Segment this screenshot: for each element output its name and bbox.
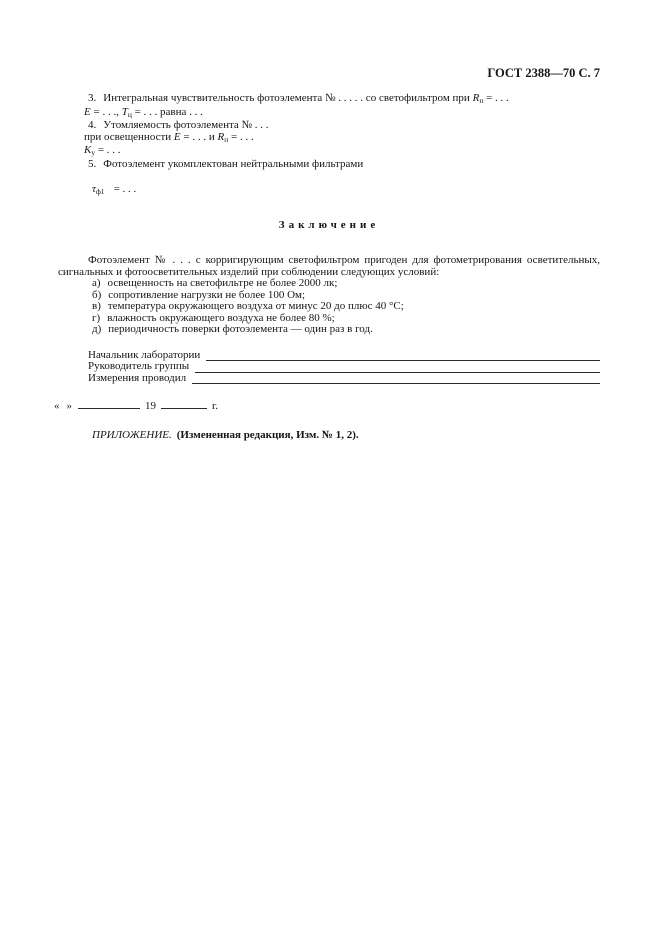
variable-tau: τ	[92, 183, 96, 195]
signature-row	[58, 373, 600, 385]
list-marker: б)	[92, 288, 102, 301]
variable-R: R	[472, 92, 480, 104]
equation-dots: = . . .	[228, 130, 254, 143]
variable-tau-subscript: ф1	[95, 187, 105, 196]
signature-blank-line	[192, 374, 600, 384]
signature-blank-line	[195, 363, 600, 373]
conclusion-heading: Заключение	[278, 218, 380, 231]
equation-dots: = . . .,	[90, 105, 122, 118]
equation-dots: = . . . и	[180, 130, 218, 143]
signature-block	[58, 350, 600, 385]
date-blank-day-month	[78, 399, 140, 409]
year-prefix: 19	[145, 400, 156, 412]
equation-dots: = . . . равна . . .	[131, 105, 203, 118]
list-marker: а)	[92, 277, 101, 289]
item-text: Утомляемость фотоэлемента № . . .	[103, 119, 269, 131]
protocol-line-tau	[58, 184, 600, 198]
equation-dots: = . . .	[95, 144, 121, 156]
list-item-text: влажность окружающего воздуха не более 80 %;	[107, 311, 335, 324]
protocol-line-illumination	[58, 132, 600, 146]
variable-E: E	[173, 130, 181, 143]
page-header: ГОСТ 2388—70 С. 7	[487, 66, 600, 80]
list-marker: д)	[92, 323, 102, 335]
appendix-title: ПРИЛОЖЕНИЕ.	[92, 428, 172, 441]
equation-dots: = . . .	[113, 183, 137, 195]
variable-T-subscript: ц	[127, 109, 132, 119]
list-item-text: освещенность на светофильтре не более 2000 лк;	[107, 277, 338, 289]
variable-R-subscript: п	[479, 96, 484, 105]
variable-R-subscript: п	[224, 134, 229, 144]
list-item-text: сопротивление нагрузки не более 100 Ом;	[108, 288, 306, 301]
protocol-line-e	[58, 107, 600, 121]
signature-row	[58, 361, 600, 373]
protocol-line-k	[58, 145, 600, 159]
signature-label: Начальник лаборатории	[88, 348, 201, 361]
year-suffix: г.	[212, 400, 219, 412]
protocol-item-3	[58, 93, 600, 107]
protocol-section	[58, 93, 600, 198]
variable-K: K	[84, 144, 92, 156]
variable-T: T	[121, 105, 128, 118]
open-quote: «	[54, 400, 60, 412]
list-marker: г)	[92, 311, 101, 324]
equation-dots: = . . .	[483, 92, 509, 104]
variable-E: E	[84, 105, 91, 118]
item-number: 3.	[88, 92, 97, 104]
signature-label: Руководитель группы	[88, 360, 190, 372]
variable-R: R	[217, 130, 225, 143]
signature-blank-line	[206, 351, 600, 361]
item-text: Интегральная чувствительность фотоэлемента № . . . . . со светофильтром при	[103, 92, 473, 104]
date-line	[54, 399, 600, 413]
item-number: 5.	[88, 157, 97, 170]
line-text: при освещенности	[84, 130, 174, 143]
item-text: Фотоэлемент укомплектован нейтральными фильтрами	[103, 157, 364, 170]
list-marker: в)	[92, 300, 101, 312]
conditions-list	[58, 278, 600, 336]
list-item-text: периодичность поверки фотоэлемента — один раз в год.	[108, 323, 373, 335]
variable-K-subscript: у	[91, 148, 96, 157]
list-item	[58, 324, 600, 336]
item-number: 4.	[88, 119, 97, 131]
signature-label: Измерения проводил	[88, 371, 187, 384]
appendix-revision-note: (Измененная редакция, Изм. № 1, 2).	[176, 428, 359, 441]
date-blank-year	[161, 399, 207, 409]
close-quote: »	[66, 400, 72, 412]
conclusion-paragraph: Фотоэлемент № . . . с корригирующим светофильтром пригоден для фотометрирования осветительных, сигнальных и фотоосветительных изделий при соблюдении следующих условий:	[58, 254, 600, 278]
protocol-item-5	[58, 159, 600, 171]
appendix-line	[58, 430, 600, 442]
list-item-text: температура окружающего воздуха от минус 20 до плюс 40 °С;	[107, 300, 404, 312]
